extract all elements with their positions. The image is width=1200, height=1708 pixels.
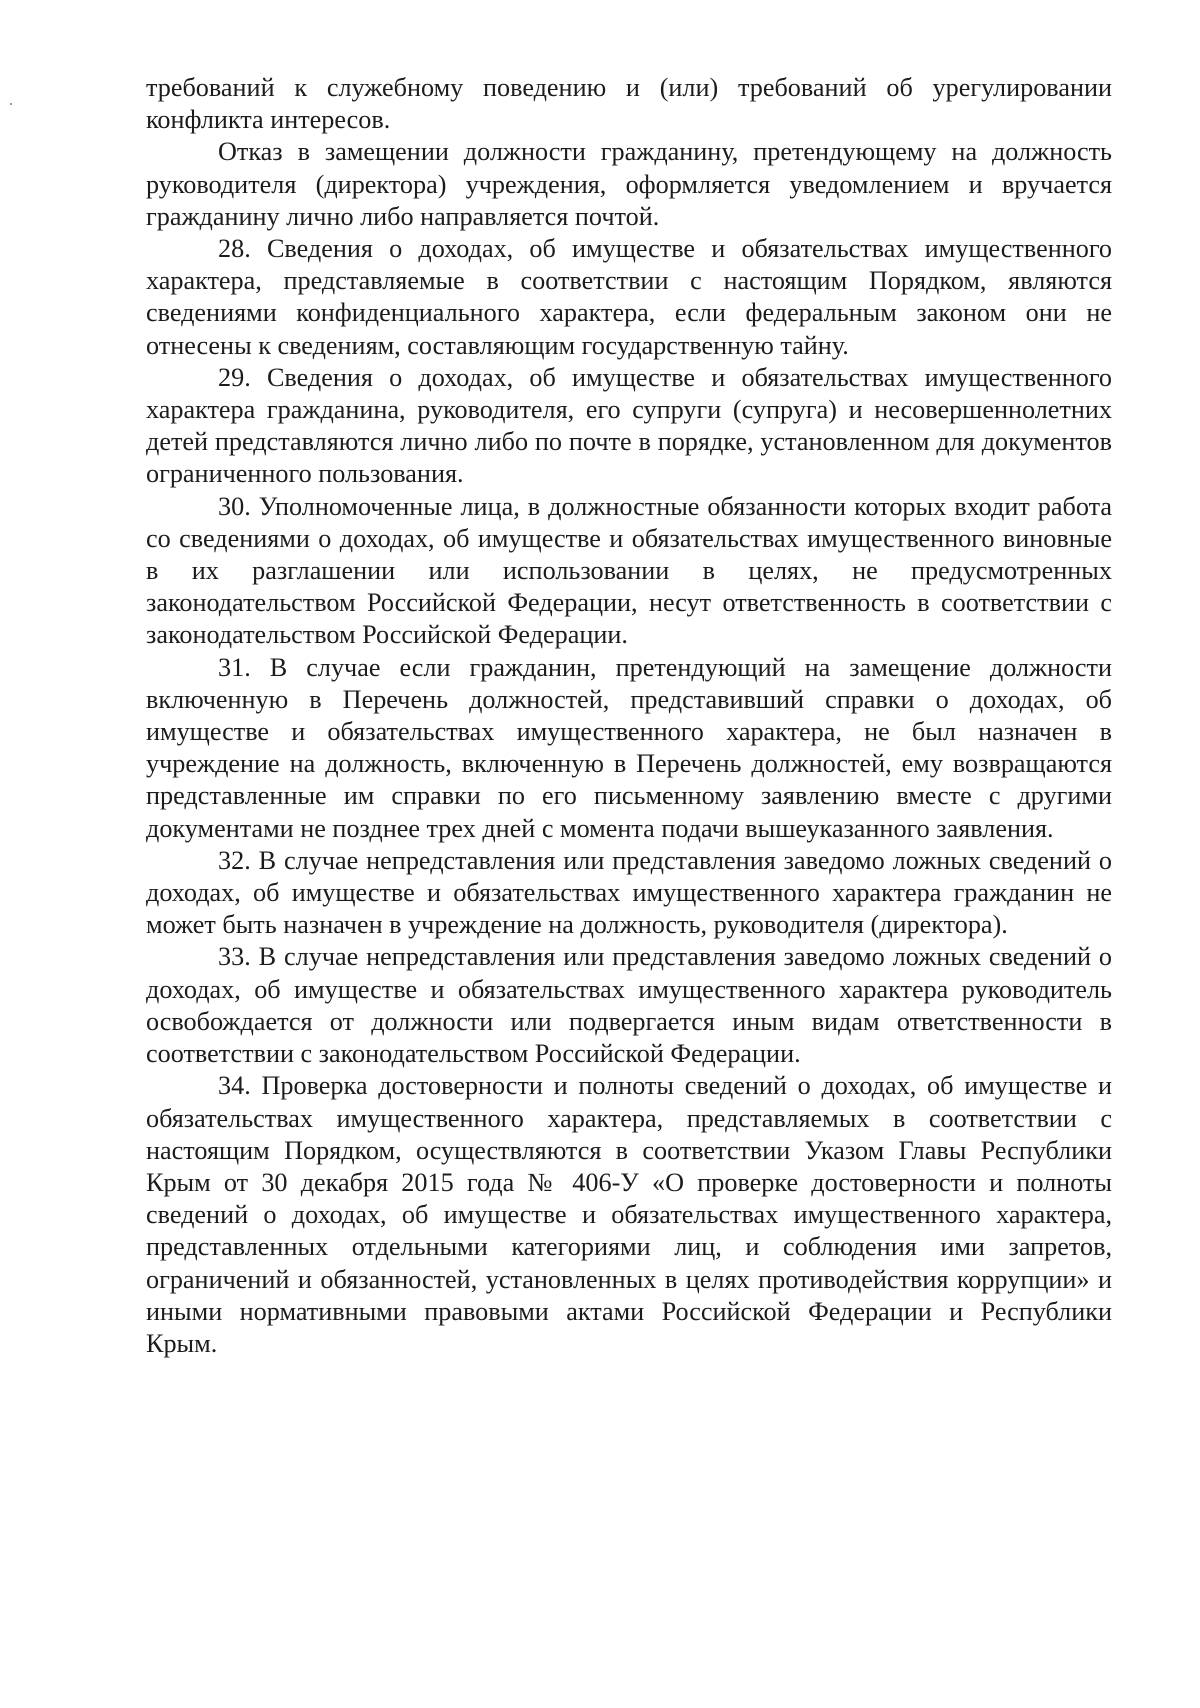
paragraph-29: 29. Сведения о доходах, об имуществе и обязательствах имущественного характера гражданина, руководителя, его супруги (супруга) и несовершеннолетних детей представляются лично либо по почте в порядке, установленном для документов ограниченного пользования. <box>146 362 1112 489</box>
paragraph-31: 31. В случае если гражданин, претендующий на замещение должности включенную в Перечень должностей, представивший справки о доходах, об имуществе и обязательствах имущественного характера, не был назначен в учреждение на должность, включенную в Перечень должностей, ему возвращаются представленные им справки по его письменному заявлению вместе с другими документами не позднее трех дней с момента подачи вышеуказанного заявления. <box>146 652 1112 843</box>
document-body <box>146 72 1112 1360</box>
paragraph-28: 28. Сведения о доходах, об имуществе и обязательствах имущественного характера, представляемые в соответствии с настоящим Порядком, являются сведениями конфиденциального характера, если федеральным законом они не отнесены к сведениям, составляющим государственную тайну. <box>146 234 1112 360</box>
paragraph-30: 30. Уполномоченные лица, в должностные обязанности которых входит работа со сведениями о доходах, об имуществе и обязательствах имущественного виновные в их разглашении или использовании в целях, не предусмотренных законодательством Российской Федерации, несут ответственность в соответствии с законодательством Российской Федерации. <box>146 491 1112 650</box>
paragraph-refusal-notice: Отказ в замещении должности гражданину, претендующему на должность руководителя (директора) учреждения, оформляется уведомлением и вручается гражданину лично либо направляется почтой. <box>146 137 1112 231</box>
paragraph-34: 34. Проверка достоверности и полноты сведений о доходах, об имуществе и обязательствах имущественного характера, представляемых в соответствии с настоящим Порядком, осуществляются в соответствии Указом Главы Республики Крым от 30 декабря 2015 года № 406-У «О проверке достоверности и полноты сведений о доходах, об имуществе и обязательствах имущественного характера, представленных отдельными категориями лиц, и соблюдения ими запретов, ограничений и обязанностей, установленных в целях противодействия коррупции» и иными нормативными правовыми актами Российской Федерации и Республики Крым. <box>146 1071 1112 1358</box>
paragraph-32: 32. В случае непредставления или представления заведомо ложных сведений о доходах, об имуществе и обязательствах имущественного характера гражданин не может быть назначен в учреждение на должность, руководителя (директора). <box>146 845 1112 940</box>
paragraph-33: 33. В случае непредставления или представления заведомо ложных сведений о доходах, об имуществе и обязательствах имущественного характера руководитель освобождается от должности или подвергается иным видам ответственности в соответствии с законодательством Российской Федерации. <box>146 942 1112 1069</box>
scan-speck <box>10 103 12 105</box>
paragraph-continuation: требований к служебному поведению и (или) требований об урегулировании конфликта интересов. <box>146 73 1112 135</box>
